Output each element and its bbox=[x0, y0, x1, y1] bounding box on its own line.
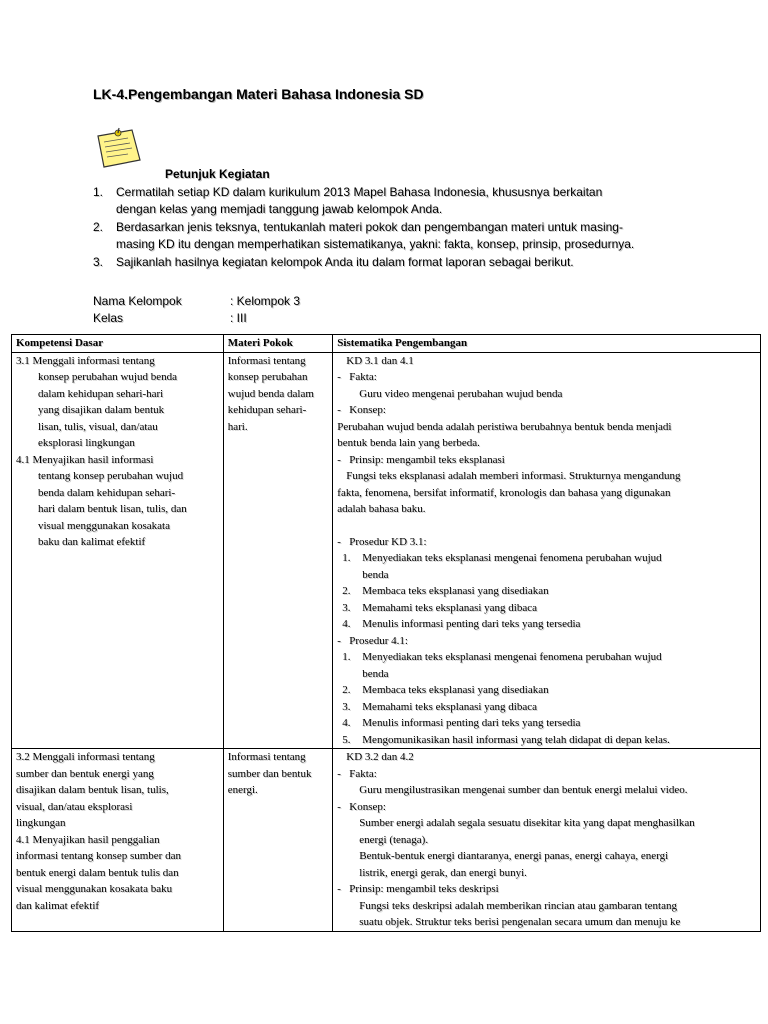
list-item: 3. Memahami teks eksplanasi yang dibaca bbox=[342, 700, 538, 713]
materi-cell: Informasi tentang sumber dan bentuk energi. bbox=[223, 749, 333, 932]
list-item: 1. Menyediakan teks eksplanasi mengenai fenomena perubahan wujud benda bbox=[342, 552, 662, 581]
list-item: 2. Membaca teks eksplanasi yang disediakan bbox=[342, 585, 549, 597]
list-item: 3. Memahami teks eksplanasi yang dibaca bbox=[342, 601, 538, 614]
table-row bbox=[12, 749, 761, 932]
instruction-item: 3. Sajikanlah hasilnya kegiatan kelompok Anda itu dalam format laporan sebagai berikut. bbox=[93, 254, 574, 269]
list-item: 5. Mengomunikasikan hasil informasi yang telah didapat di depan kelas. bbox=[342, 733, 670, 746]
kd-cell: 3.1 Menggali informasi tentang konsep perubahan wujud benda dalam kehidupan sehari-hari yang disajikan dalam bentuk lisan, tulis, visual, dan/atau eksplorasi lingkungan 4.1 Menyajikan hasil informasi tentang konsep perubahan wujud benda dalam kehidupan sehari- hari dalam bentuk lisan, tulis, dan visual menggunakan kosakata baku dan kalimat efektif bbox=[12, 352, 224, 749]
instruction-item: 2. Berdasarkan jenis teksnya, tentukanlah materi pokok dan pengembangan materi untuk masing- masing KD itu dengan memperhatikan sistematikanya, yakni: fakta, konsep, prinsip, prosedurnya. bbox=[93, 219, 635, 251]
sticky-note-icon bbox=[92, 126, 144, 170]
instruction-item: 1. Cermatilah setiap KD dalam kurikulum 2013 Mapel Bahasa Indonesia, khususnya berkaitan dengan kelas yang memjadi tanggung jawab kelompok Anda. bbox=[93, 184, 603, 216]
kd-cell: 3.2 Menggali informasi tentang sumber dan bentuk energi yang disajikan dalam bentuk lisan, tulis, visual, dan/atau eksplorasi lingkungan 4.1 Menyajikan hasil penggalian informasi tentang konsep sumber dan bentuk energi dalam bentuk tulis dan visual menggunakan kosakata baku dan kalimat efektif bbox=[12, 749, 224, 932]
header-sistematika: Sistematika Pengembangan bbox=[333, 335, 761, 353]
list-item: 2. Membaca teks eksplanasi yang disediakan bbox=[342, 684, 549, 696]
instructions bbox=[93, 166, 673, 271]
instruction-list bbox=[93, 184, 673, 272]
class-row: Kelas : III bbox=[93, 311, 247, 325]
instructions-title: Petunjuk Kegiatan bbox=[165, 167, 270, 181]
materi-cell: Informasi tentang konsep perubahan wujud benda dalam kehidupan sehari- hari. bbox=[223, 352, 333, 749]
table-header-row bbox=[12, 335, 761, 353]
group-info bbox=[93, 293, 300, 327]
sistematika-cell: KD 3.2 dan 4.2 - Fakta: Guru mengilustrasikan mengenai sumber dan bentuk energi melalui video. - Konsep: Sumber energi adalah segala sesuatu disekitar kita yang dapat menghasilkan energi (tenaga). Bentuk-bentuk energi diantaranya, energi panas, energi cahaya, energi listrik, energi gerak, dan energi bunyi. - Prinsip: mengambil teks deskripsi Fungsi teks deskripsi adalah memberikan rincian atau gambaran tentang suatu objek. Struktur teks berisi pengenalan secara umum dan menuju ke bbox=[333, 749, 761, 932]
list-item: 1. Menyediakan teks eksplanasi mengenai fenomena perubahan wujud benda bbox=[342, 651, 662, 680]
header-materi: Materi Pokok bbox=[223, 335, 333, 353]
sistematika-cell: KD 3.1 dan 4.1 - Fakta: Guru video mengenai perubahan wujud benda - Konsep: Perubahan wujud benda adalah peristiwa berubahnya bentuk benda menjadi bentuk benda lain yang berbeda. - Prinsip: mengambil teks eksplanasi Fungsi teks eksplanasi adalah memberi informasi. Strukturnya mengandung fakta, fenomena, bersifat informatif, kronologis dan bahasa yang digunakan adalah bahasa baku. - Prosedur KD 3.1: 1. Menyediakan teks eksplanasi mengenai fenomena perubahan wujud benda 2. Membaca teks eksplanasi yang disediakan 3. Memahami teks eksplanasi yang dibaca 4. Menulis informasi penting dari teks yang tersedia - Prosedur 4.1: 1. Menyediakan teks eksplanasi mengenai fenomena perubahan wujud benda 2. Membaca teks eksplanasi yang disediakan 3. Memahami teks eksplanasi yang dibaca 4. Menulis informasi penting dari teks yang tersedia 5. Mengomunikasikan hasil informasi yang telah didapat di depan kelas. bbox=[333, 352, 761, 749]
development-table bbox=[11, 334, 761, 932]
document-title: LK-4.Pengembangan Materi Bahasa Indonesia SD bbox=[93, 86, 424, 102]
header-kompetensi: Kompetensi Dasar bbox=[12, 335, 224, 353]
group-name-row: Nama Kelompok : Kelompok 3 bbox=[93, 294, 301, 308]
table-row bbox=[12, 352, 761, 749]
list-item: 4. Menulis informasi penting dari teks yang tersedia bbox=[342, 618, 581, 630]
list-item: 4. Menulis informasi penting dari teks yang tersedia bbox=[342, 717, 581, 729]
